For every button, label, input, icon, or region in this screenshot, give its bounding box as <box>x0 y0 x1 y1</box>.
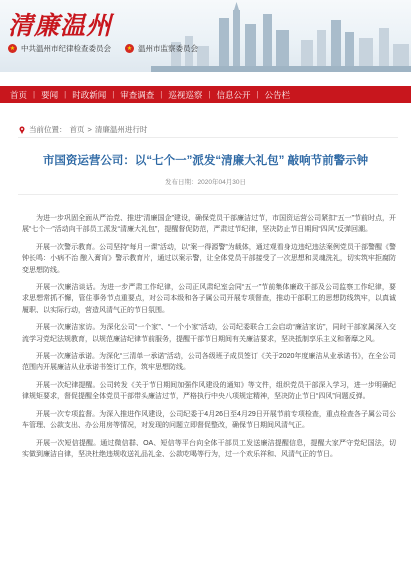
nav-item-news[interactable]: 要闻 <box>41 89 59 100</box>
organization-line <box>8 43 198 54</box>
article-paragraph: 开展一次廉洁谈话。为进一步严肃工作纪律，公司正风肃纪室会同“五一”节前集体廉政干部及公司监察工作纪律，要求思想常抓不懈，管住事务节点重要点，对公司本级和各子属公司开展专项督查，推动干部职工的思想防线筑牢，以真诚履职、以实际行动，营造风清气正的节日氛围。 <box>22 284 396 314</box>
nav-divider: | <box>33 90 36 99</box>
nav-item-inspection[interactable]: 巡视巡察 <box>168 89 203 100</box>
article-body <box>22 213 396 466</box>
location-pin-icon <box>18 126 26 134</box>
breadcrumb <box>18 124 147 135</box>
article-paragraph: 开展一次短信提醒。通过微信群、OA、短信等平台向全体干部员工发送廉洁提醒信息，提醒大家严守党纪国法，切实做到廉洁自律，坚决杜绝违规收送礼品礼金、公款吃喝等行为，过一个欢乐祥和、风清气正的节日。 <box>22 439 396 458</box>
site-logo-title[interactable]: 清廉温州 <box>8 11 113 40</box>
nav-item-investigation[interactable]: 审查调查 <box>120 89 155 100</box>
nav-divider: | <box>112 90 115 99</box>
nav-item-politics[interactable]: 时政新闻 <box>72 89 107 100</box>
nav-item-disclosure[interactable]: 信息公开 <box>216 89 251 100</box>
nav-divider: | <box>208 90 211 99</box>
breadcrumb-home-link[interactable]: 首页 <box>69 125 85 134</box>
article-paragraph: 开展一次专项监督。为深入推进作风建设，公司纪委于4月26日至4月29日开展节前专项检查，重点检查各子属公司公车管理、公款支出、办公用房等情况，对发现的问题立即督促整改，确保节日期间风清气正。 <box>22 410 396 430</box>
article-publish-date: 发布日期：2020年04月30日 <box>165 179 246 186</box>
breadcrumb-divider <box>18 137 398 138</box>
breadcrumb-separator: > <box>87 125 92 134</box>
breadcrumb-section-link[interactable]: 清廉温州进行时 <box>94 125 148 134</box>
header-banner <box>0 0 411 72</box>
article-paragraph: 开展一次廉洁承诺。为深化“三清单一承诺”活动，公司各级班子成员签订《关于2020年度廉洁从业承诺书》，在全公司范围内开展廉洁从业承诺书签订工作，筑牢思想防线。 <box>22 353 396 372</box>
article-paragraph: 开展一次警示教育。公司坚持“每月一课”活动，以“案一得源警”为载体，通过观看身边违纪违法案例党员干部警醒《警钟长鸣：小病不治 酿入膏肓》警示教育片，通过以案示警，让全体党员干部接受了一次思想和灵魂洗礼，切实筑牢拒腐防变思想防线。 <box>22 243 396 274</box>
nav-divider: | <box>160 90 163 99</box>
main-navigation <box>0 86 411 103</box>
nav-item-home[interactable]: 首页 <box>10 89 28 100</box>
title-divider <box>18 194 398 195</box>
nav-divider: | <box>64 90 67 99</box>
breadcrumb-prefix: 当前位置： <box>29 125 67 134</box>
nav-item-notices[interactable]: 公告栏 <box>264 89 291 100</box>
national-emblem-icon: ★ <box>126 45 133 52</box>
article-title: 市国资运营公司：以“七个一”派发“清廉大礼包” 敲响节前警示钟 <box>42 155 369 167</box>
city-skyline-illustration <box>151 0 411 72</box>
nav-divider: | <box>256 90 259 99</box>
org-left-label: 中共温州市纪律检查委员会 <box>21 44 111 53</box>
party-emblem-icon: ★ <box>9 45 16 52</box>
article-paragraph: 为进一步巩固全面从严治党、推进“清廉国企”建设，确保党员干部廉洁过节，市国资运营公司紧扣“五一”节前时点，开展“七个一”活动向干部员工派发“清廉大礼包”，提醒督促防范，严肃过节纪律，坚决防止节日期间“四风”反弹回潮。 <box>22 215 396 234</box>
org-right-label: 温州市监察委员会 <box>138 44 198 53</box>
article-paragraph: 开展一次纪律提醒。公司转发《关于节日期间加强作风建设的通知》等文件，组织党员干部深入学习，进一步明确纪律规矩要求，督促提醒全体党员干部带头廉洁过节，严格执行中央八项规定精神，坚决防止节日“四风”问题反弹。 <box>22 381 396 401</box>
article-paragraph: 开展一次廉洁家访。为深化公司“一个家”、“一个小家”活动，公司纪委联合工会启动“廉洁家访”，同时干部家属深入交流学习党纪法规教育，以规范廉洁纪律节前服务，提醒干部节日期间有关廉洁要求，坚决抵制享乐主义和奢靡之风。 <box>22 324 396 343</box>
